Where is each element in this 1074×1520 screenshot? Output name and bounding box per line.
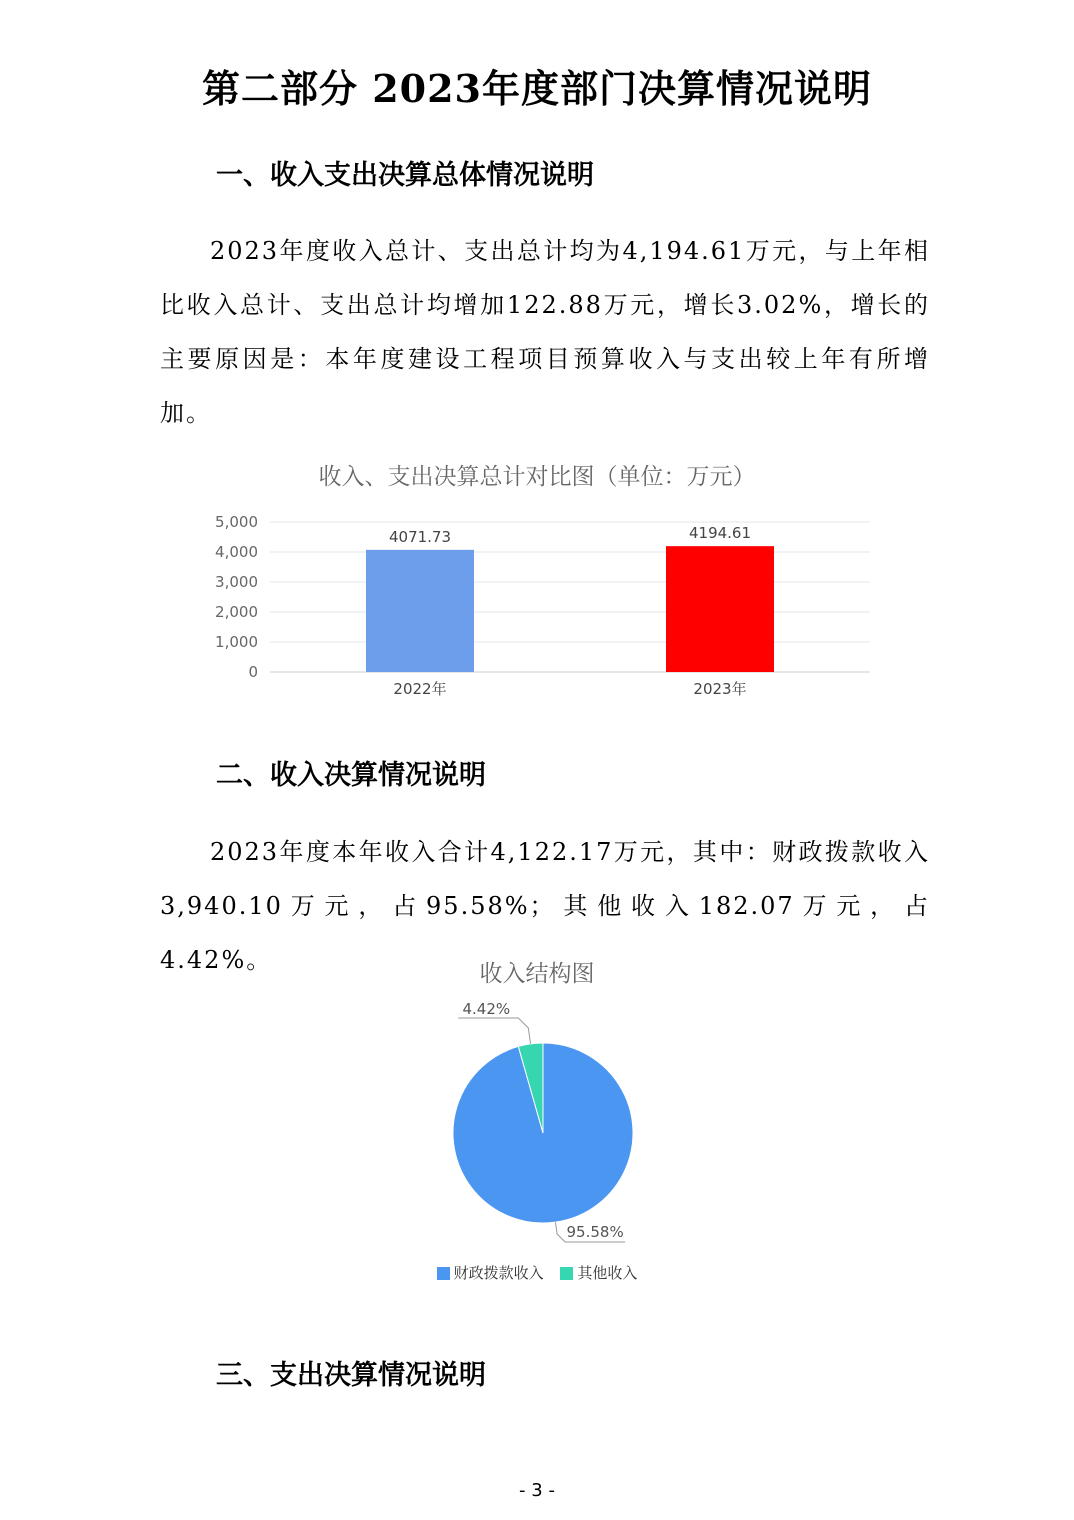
data-label: 4.42% [462, 1000, 511, 1019]
legend-item-other[interactable] [560, 1262, 637, 1283]
section1-paragraph: 2023年度收入总计、支出总计均为4,194.61万元，与上年相比收入总计、支出总计均增加122.88万元，增长3.02%，增长的主要原因是：本年度建设工程项目预算收入与支出较上年有所增加。 [160, 237, 930, 427]
y-tick-label: 1,000 [215, 633, 258, 651]
page-title: 第二部分 2023年度部门决算情况说明 [202, 66, 872, 111]
y-tick-label: 3,000 [215, 573, 258, 591]
bar [666, 546, 774, 672]
bar-chart-title: 收入、支出决算总计对比图（单位：万元） [318, 464, 756, 490]
section2-paragraph: 2023年度本年收入合计4,122.17万元，其中：财政拨款收入3,940.10万元，占95.58%；其他收入182.07万元，占4.42%。 [160, 838, 930, 974]
data-label: 4071.73 [388, 527, 452, 546]
page-number: - 3 - [519, 1480, 555, 1501]
section1-heading: 一、收入支出决算总体情况说明 [216, 160, 594, 191]
legend-label-fiscal: 财政拨款收入 [453, 1264, 544, 1282]
x-tick-label: 2023年 [693, 680, 747, 698]
section2-heading: 二、收入决算情况说明 [216, 760, 486, 791]
leader-line [458, 1018, 530, 1044]
pie-chart-title: 收入结构图 [479, 961, 595, 987]
bar [366, 550, 474, 672]
data-label: 95.58% [566, 1223, 624, 1242]
y-tick-label: 0 [248, 663, 258, 681]
data-label: 4194.61 [688, 524, 752, 543]
y-tick-label: 2,000 [215, 603, 258, 621]
y-tick-label: 4,000 [215, 543, 258, 561]
legend-label-other: 其他收入 [577, 1264, 638, 1282]
bar-chart [190, 505, 890, 710]
x-tick-label: 2022年 [393, 680, 447, 698]
pie-chart [430, 995, 660, 1250]
section3-heading: 三、支出决算情况说明 [216, 1360, 486, 1391]
legend-item-fiscal[interactable] [437, 1262, 544, 1283]
y-tick-label: 5,000 [215, 513, 258, 531]
pie-legend [0, 1262, 1074, 1283]
legend-swatch-fiscal [437, 1267, 450, 1280]
legend-swatch-other [560, 1267, 573, 1280]
